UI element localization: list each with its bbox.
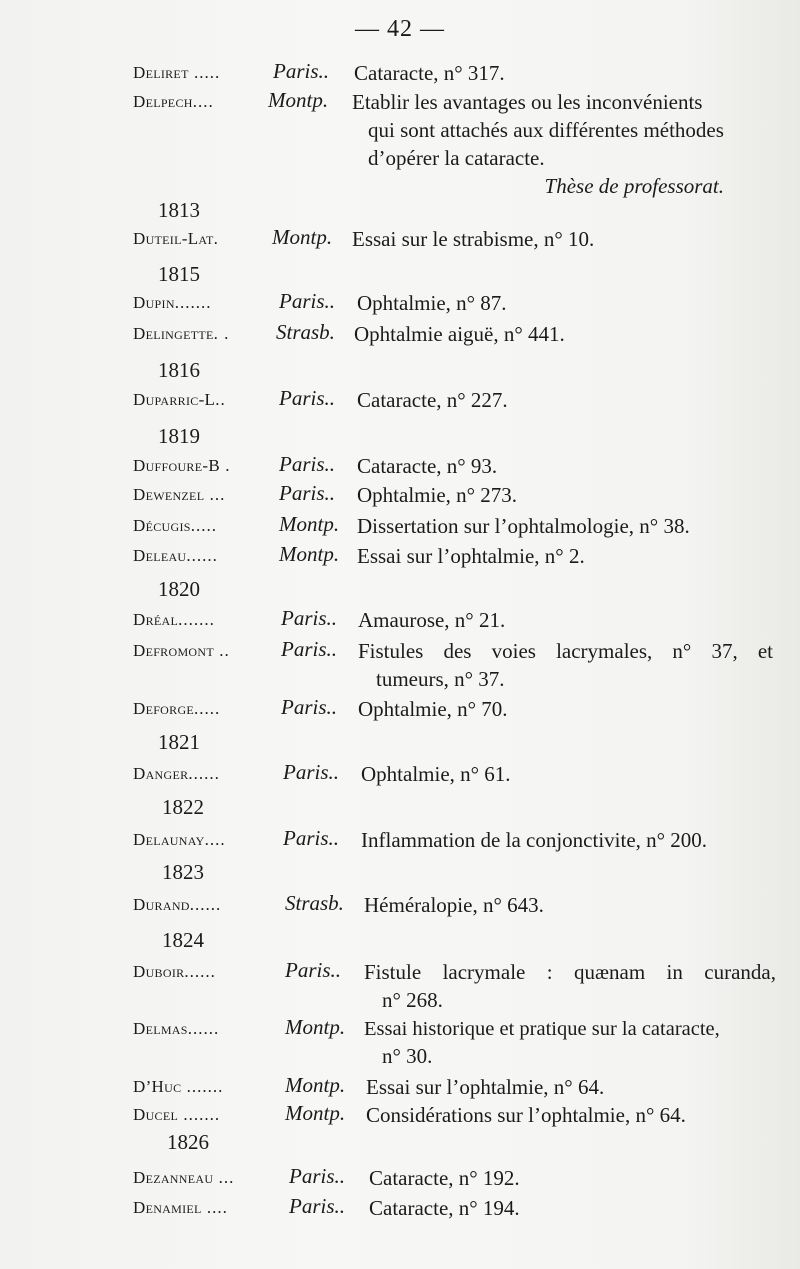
city: Montp. [285,1015,346,1039]
city: Strasb. [276,320,335,344]
thesis-title: Dissertation sur l’ophtalmologie, n° 38. [357,514,690,538]
thesis-title: Amaurose, n° 21. [358,608,506,632]
author-name: Dezanneau ... [133,1168,235,1187]
city: Paris.. [289,1194,346,1218]
thesis-title: Fistules des voies lacrymales, n° 37, et [358,639,773,663]
thesis-title: Considérations sur l’ophtalmie, n° 64. [366,1103,686,1127]
year-heading: 1815 [158,262,200,286]
city: Montp. [279,542,340,566]
thesis-title: Cataracte, n° 317. [354,61,505,85]
author-name: Deliret ..... [133,63,221,82]
author-name: Delmas...... [133,1019,220,1038]
thesis-title: Ophtalmie, n° 70. [358,697,508,721]
author-name: Duffoure-B . [133,456,231,475]
year-heading: 1826 [167,1130,209,1154]
author-name: Duteil-Lat. [133,229,219,248]
thesis-title: Fistule lacrymale : quænam in curanda, [364,960,776,984]
author-name: Defromont .. [133,641,230,660]
city: Paris.. [279,386,336,410]
thesis-title: Essai sur l’ophtalmie, n° 64. [366,1075,605,1099]
author-name: Danger...... [133,764,220,783]
author-name: Dréal....... [133,610,215,629]
year-heading: 1822 [162,795,204,819]
year-heading: 1813 [158,198,200,222]
city: Strasb. [285,891,344,915]
thesis-title: Cataracte, n° 192. [369,1166,520,1190]
author-name: Deleau...... [133,546,218,565]
author-name: Delpech.... [133,92,214,111]
thesis-title: Ophtalmie, n° 61. [361,762,511,786]
author-name: Ducel ....... [133,1105,221,1124]
author-name: D’Huc ....... [133,1077,224,1096]
city: Montp. [272,225,333,249]
author-name: Delingette. . [133,324,230,343]
author-name: Denamiel .... [133,1198,228,1217]
year-heading: 1816 [158,358,200,382]
thesis-title: Inflammation de la conjonctivite, n° 200. [361,828,708,852]
thesis-title: Ophtalmie, n° 87. [357,291,507,315]
thesis-title-continued: d’opérer la cataracte. [368,146,545,170]
author-name: Dewenzel ... [133,485,226,504]
city: Paris.. [281,695,338,719]
thesis-title-continued: tumeurs, n° 37. [376,667,505,691]
city: Paris.. [285,958,342,982]
thesis-title-continued: qui sont attachés aux différentes méthodes [368,118,724,142]
year-heading: 1824 [162,928,204,952]
author-name: Duparric-L.. [133,390,226,409]
year-heading: 1823 [162,860,204,884]
thesis-title: Cataracte, n° 227. [357,388,508,412]
city: Paris.. [281,637,338,661]
thesis-title: Essai sur l’ophtalmie, n° 2. [357,544,585,568]
author-name: Delaunay.... [133,830,226,849]
city: Paris.. [279,289,336,313]
thesis-title: Essai sur le strabisme, n° 10. [352,227,595,251]
thesis-title: Héméralopie, n° 643. [364,893,544,917]
thesis-title-continued: n° 268. [382,988,443,1012]
city: Paris.. [279,481,336,505]
author-name: Dupin....... [133,293,212,312]
city: Paris.. [273,59,330,83]
city: Paris.. [279,452,336,476]
city: Paris.. [289,1164,346,1188]
city: Montp. [268,88,329,112]
author-name: Duboir...... [133,962,216,981]
thesis-title: Essai historique et pratique sur la cataracte, [364,1018,720,1040]
city: Montp. [285,1101,346,1125]
thesis-title: Ophtalmie aiguë, n° 441. [354,322,565,346]
page-number: — 42 — [355,16,445,42]
city: Paris.. [283,760,340,784]
city: Montp. [285,1073,346,1097]
thesis-title: Cataracte, n° 93. [357,454,498,478]
thesis-title: Cataracte, n° 194. [369,1196,520,1220]
city: Paris.. [281,606,338,630]
year-heading: 1820 [158,577,200,601]
city: Paris.. [283,826,340,850]
city: Montp. [279,512,340,536]
thesis-title-continued: n° 30. [382,1044,433,1068]
author-name: Décugis..... [133,516,217,535]
thesis-note: Thèse de professorat. [544,174,724,198]
thesis-title: Etablir les avantages ou les inconvénients [352,90,703,114]
thesis-title: Ophtalmie, n° 273. [357,483,518,507]
author-name: Deforge..... [133,699,221,718]
year-heading: 1821 [158,730,200,754]
year-heading: 1819 [158,424,200,448]
author-name: Durand...... [133,895,222,914]
